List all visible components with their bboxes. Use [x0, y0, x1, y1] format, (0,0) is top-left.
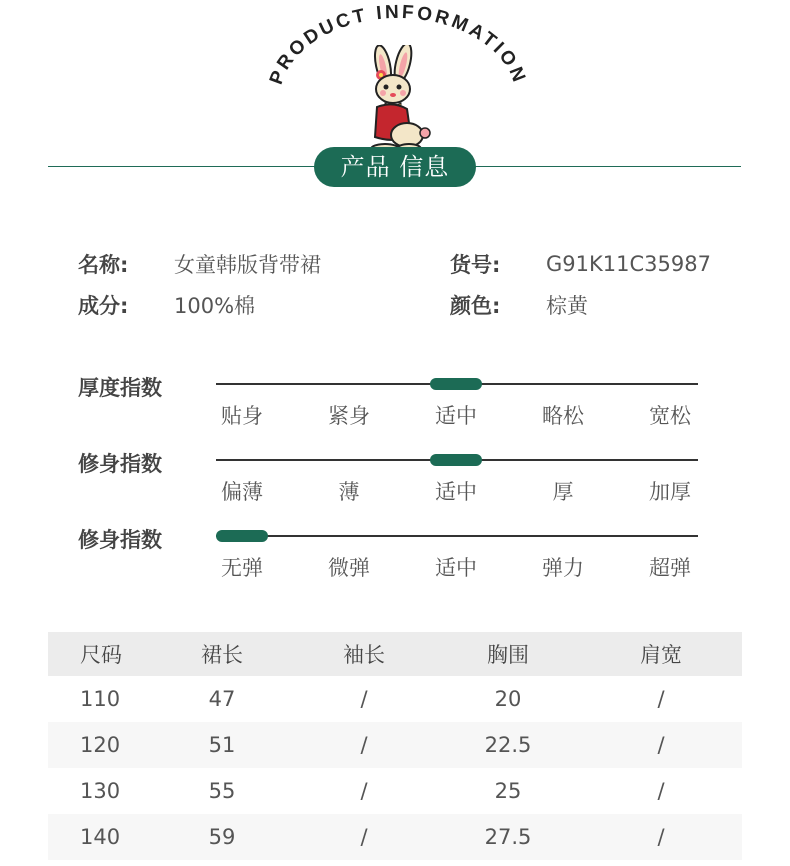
index-option: 无弹 [221, 556, 263, 580]
index-option: 贴身 [221, 404, 263, 428]
table-cell: 25 [494, 779, 522, 803]
info-sku-label: 货号: [450, 253, 501, 277]
index-option: 适中 [435, 556, 477, 580]
table-row [48, 676, 742, 722]
table-cell: 120 [80, 733, 121, 757]
table-cell: / [360, 733, 368, 757]
table-cell: 22.5 [484, 733, 532, 757]
info-color-value: 棕黄 [546, 294, 588, 318]
table-cell: 55 [208, 779, 236, 803]
index-marker [430, 378, 482, 390]
table-cell: 20 [494, 687, 522, 711]
index-option: 薄 [338, 480, 360, 504]
table-cell: 110 [80, 687, 121, 711]
table-header-cell: 肩宽 [640, 643, 682, 667]
info-color-label: 颜色: [450, 294, 501, 318]
table-cell: 47 [208, 687, 236, 711]
index-option: 超弹 [649, 556, 691, 580]
table-row [48, 814, 742, 860]
table-cell: / [360, 825, 368, 849]
info-material-row [78, 291, 255, 319]
index-option: 加厚 [649, 480, 691, 504]
table-cell: 27.5 [484, 825, 532, 849]
index-title: 厚度指数 [78, 376, 162, 400]
info-color-row [450, 291, 588, 319]
bunny-mascot-icon [355, 45, 435, 157]
table-cell: / [657, 687, 665, 711]
table-row [48, 768, 742, 814]
table-cell: 51 [208, 733, 236, 757]
index-option: 弹力 [542, 556, 584, 580]
table-cell: / [360, 779, 368, 803]
table-header-row [48, 632, 742, 676]
index-option: 紧身 [328, 404, 370, 428]
table-cell: / [657, 733, 665, 757]
table-header-cell: 裙长 [201, 643, 243, 667]
table-header-cell: 袖长 [343, 643, 385, 667]
table-cell: / [657, 825, 665, 849]
info-material-value: 100%棉 [174, 294, 256, 318]
index-option: 偏薄 [221, 480, 263, 504]
index-title: 修身指数 [78, 528, 162, 552]
table-cell: / [360, 687, 368, 711]
index-option: 适中 [435, 480, 477, 504]
table-header-cell: 胸围 [487, 643, 529, 667]
section-badge: 产品 信息 [314, 147, 476, 187]
index-marker [216, 530, 268, 542]
info-name-row [78, 250, 321, 278]
table-cell: 130 [80, 779, 121, 803]
index-option: 略松 [542, 404, 584, 428]
index-option: 厚 [552, 480, 574, 504]
info-name-label: 名称: [78, 253, 129, 277]
info-material-label: 成分: [78, 294, 129, 318]
size-table [48, 632, 742, 860]
arc-title-text: PRODUCT INFORMATION [265, 1, 531, 88]
info-name-value: 女童韩版背带裙 [174, 253, 321, 277]
index-title: 修身指数 [78, 452, 162, 476]
index-option: 适中 [435, 404, 477, 428]
index-marker [430, 454, 482, 466]
info-sku-value: G91K11C35987 [546, 252, 711, 276]
table-cell: 140 [80, 825, 121, 849]
info-sku-row [450, 250, 711, 278]
index-track [216, 535, 698, 537]
table-row [48, 722, 742, 768]
index-option: 微弹 [328, 556, 370, 580]
table-cell: / [657, 779, 665, 803]
table-cell: 59 [208, 825, 236, 849]
table-header-cell: 尺码 [80, 643, 122, 667]
index-option: 宽松 [649, 404, 691, 428]
